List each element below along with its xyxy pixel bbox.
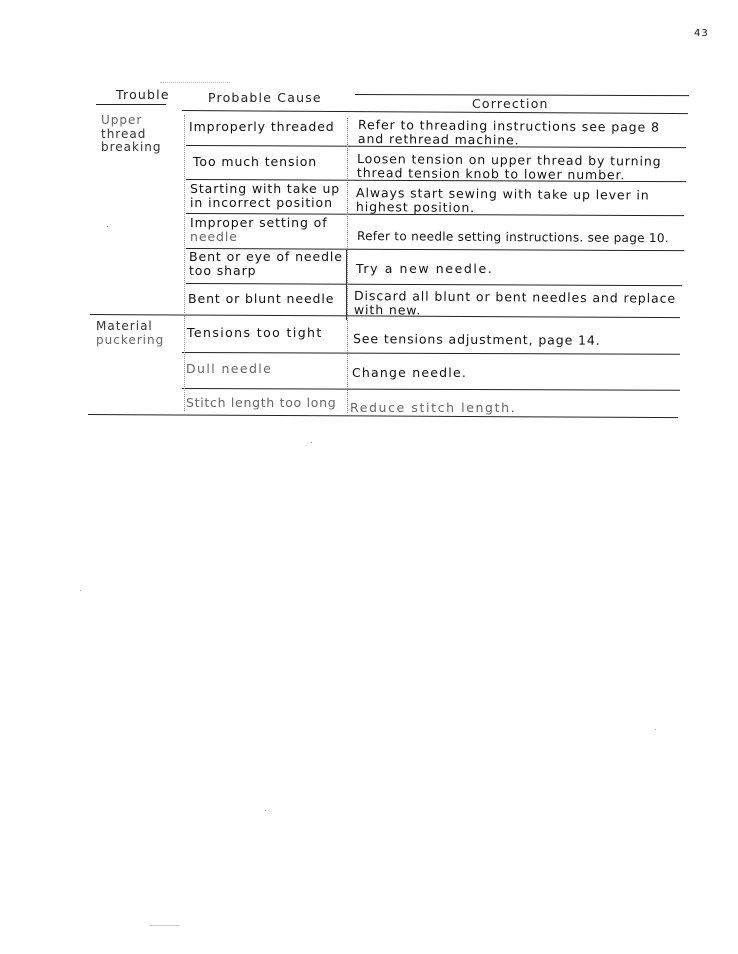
scan-speck xyxy=(265,810,266,811)
scan-speck xyxy=(311,442,312,443)
correction-line: Reduce stitch length. xyxy=(350,400,517,415)
trouble-line: Upper xyxy=(101,113,143,127)
row-rule-5 xyxy=(186,283,682,286)
column-divider-correction xyxy=(347,118,348,413)
correction-cell xyxy=(350,401,516,415)
cause-line: Stitch length too long xyxy=(186,395,337,410)
correction-line: Try a new needle. xyxy=(356,261,494,276)
correction-line: thread tension knob to lower number. xyxy=(356,165,626,183)
cause-line: Improper setting of xyxy=(190,215,328,230)
cause-line: Tensions too tight xyxy=(187,325,323,340)
cause-line: Starting with take up xyxy=(190,181,341,196)
row-rule-8 xyxy=(182,388,680,391)
header-trouble: Trouble xyxy=(116,87,170,102)
cause-cell xyxy=(190,182,340,210)
correction-cell xyxy=(356,262,493,276)
correction-cell xyxy=(354,289,676,320)
cause-line: Bent or blunt needle xyxy=(188,291,335,306)
cause-line: Improperly threaded xyxy=(189,119,335,134)
cause-cell xyxy=(189,250,343,278)
row-rule-7 xyxy=(182,352,680,355)
trouble-group-1 xyxy=(101,114,162,155)
trouble-line: thread xyxy=(101,126,147,141)
correction-line: Change needle. xyxy=(352,365,468,380)
page-number: 43 xyxy=(694,28,709,39)
cause-cell xyxy=(189,120,335,134)
cause-cell xyxy=(188,292,334,306)
correction-line: Refer to threading instructions see page 8 xyxy=(358,117,660,135)
header-underline-trouble xyxy=(96,104,166,105)
scan-speck xyxy=(150,925,180,926)
trouble-group-2 xyxy=(96,320,164,347)
correction-cell xyxy=(357,152,662,183)
cause-line: needle xyxy=(190,229,238,244)
correction-cell xyxy=(358,118,660,149)
trouble-line: breaking xyxy=(101,140,162,154)
scan-speck xyxy=(655,729,656,730)
correction-line: Loosen tension on upper thread by turning xyxy=(357,151,662,169)
correction-cell xyxy=(352,366,467,380)
cause-line: too sharp xyxy=(189,263,257,278)
cause-cell xyxy=(186,396,336,410)
correction-line: See tensions adjustment, page 14. xyxy=(352,331,601,348)
trouble-line: Material xyxy=(96,319,153,333)
header-correction: Correction xyxy=(472,96,549,111)
header-probable-cause: Probable Cause xyxy=(208,90,322,105)
correction-line: with new. xyxy=(353,302,422,318)
scan-speck xyxy=(107,226,108,227)
header-top-rule xyxy=(160,82,230,83)
cause-line: Bent or eye of needle xyxy=(189,249,343,264)
cause-cell xyxy=(193,155,317,169)
correction-cell xyxy=(356,186,650,217)
correction-cell xyxy=(353,332,601,348)
cause-cell xyxy=(186,362,272,376)
cause-line: in incorrect position xyxy=(190,195,333,210)
cause-cell xyxy=(187,326,323,340)
cause-line: Too much tension xyxy=(193,154,318,169)
column-divider-cause xyxy=(184,115,185,411)
correction-line: highest position. xyxy=(355,199,476,216)
scan-speck xyxy=(80,590,81,591)
column-divider-correction-solid xyxy=(346,250,347,320)
header-underline xyxy=(182,110,688,114)
cause-line: Dull needle xyxy=(186,361,273,376)
correction-line: Refer to needle setting instructions. see page 10. xyxy=(356,229,669,246)
correction-cell xyxy=(357,229,669,245)
cause-cell xyxy=(190,216,328,244)
correction-line: Always start sewing with take up lever in xyxy=(356,185,650,203)
trouble-line: puckering xyxy=(96,332,165,347)
correction-line: Discard all blunt or bent needles and replace xyxy=(354,288,677,306)
correction-line: and rethread machine. xyxy=(357,131,520,148)
